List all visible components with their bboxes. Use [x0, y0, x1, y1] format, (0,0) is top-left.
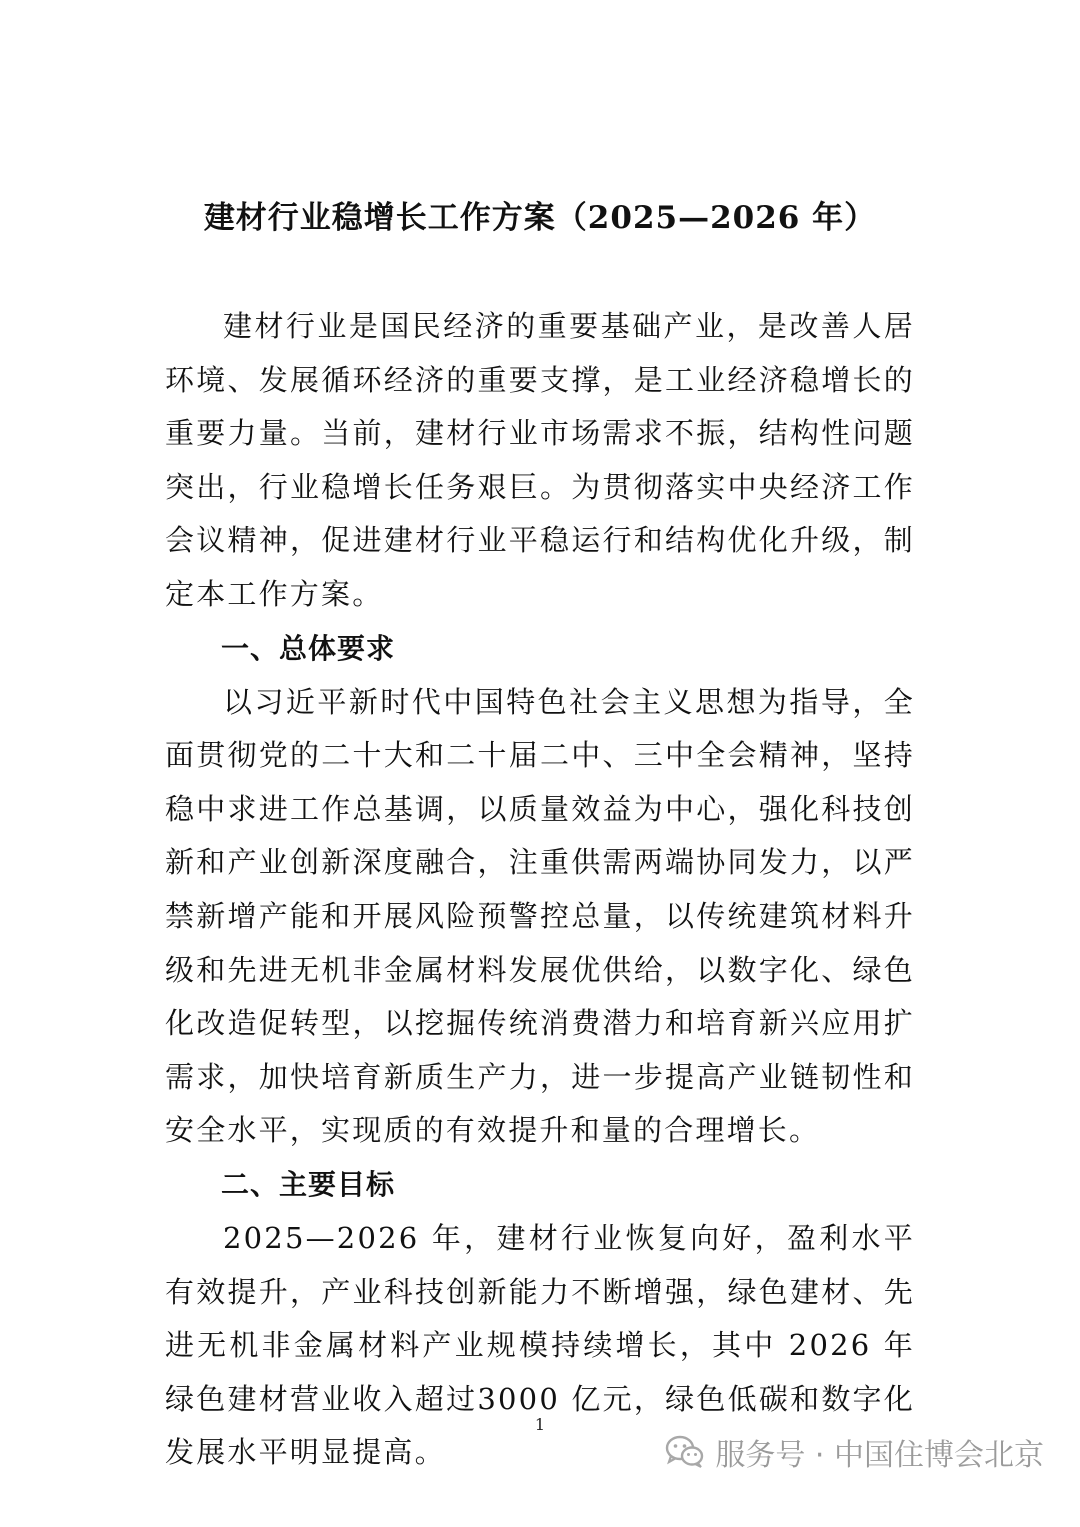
page-number: 1	[534, 1415, 546, 1434]
section-body-general-requirements: 以习近平新时代中国特色社会主义思想为指导，全面贯彻党的二十大和二十届二中、三中全会精神，坚持稳中求进工作总基调，以质量效益为中心，强化科技创新和产业创新深度融合，注重供需两端协同发力，以严禁新增产能和开展风险预警控总量，以传统建筑材料升级和先进无机非金属材料发展优供给，以数字化、绿色化改造促转型，以挖掘传统消费潜力和培育新兴应用扩需求，加快培育新质生产力，进一步提高产业链韧性和安全水平，实现质的有效提升和量的合理增长。	[165, 684, 915, 1148]
document-title: 建材行业稳增长工作方案（2025—2026 年）	[203, 200, 877, 236]
watermark-text: 服务号 · 中国住博会北京	[715, 1438, 1044, 1473]
section-body-main-goals: 2025—2026 年，建材行业恢复向好，盈利水平有效提升，产业科技创新能力不断增强，绿色建材、先进无机非金属材料产业规模持续增长，其中 2026 年绿色建材营业收入超过3000 亿元，绿色低碳和数字化发展水平明显提高。	[165, 1220, 915, 1470]
section-heading-main-goals: 二、主要目标	[221, 1167, 396, 1201]
document-body	[165, 300, 915, 1480]
watermark	[665, 1430, 1044, 1474]
intro-paragraph: 建材行业是国民经济的重要基础产业，是改善人居环境、发展循环经济的重要支撑，是工业经济稳增长的重要力量。当前，建材行业市场需求不振，结构性问题突出，行业稳增长任务艰巨。为贯彻落实中央经济工作会议精神，促进建材行业平稳运行和结构优化升级，制定本工作方案。	[165, 309, 915, 611]
section-heading-general-requirements: 一、总体要求	[221, 631, 396, 665]
wechat-icon	[665, 1435, 705, 1469]
